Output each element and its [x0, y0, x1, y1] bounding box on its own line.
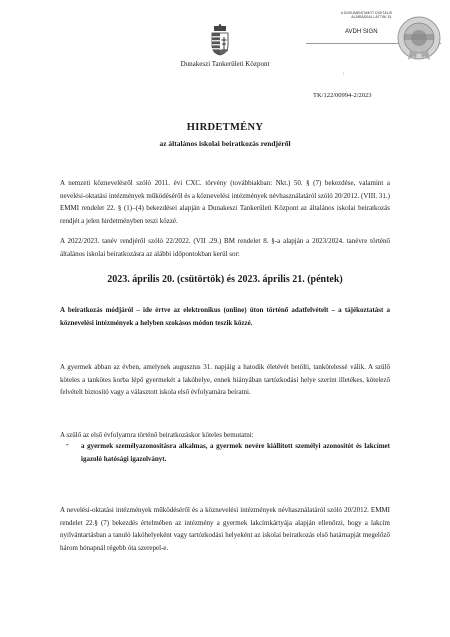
- stamp-mark: :: [343, 72, 345, 77]
- list-bullet: -: [66, 440, 69, 449]
- enrollment-dates: 2023. április 20. (csütörtök) és 2023. április 21. (péntek): [107, 274, 343, 285]
- digital-seal-icon: [396, 15, 442, 61]
- signature-notice-line2: ALÁÍRÁSSAL LÁTTÁK EL: [351, 15, 392, 19]
- organization-name: Dunakeszi Tankerületi Központ: [180, 60, 270, 68]
- signature-notice: [340, 11, 392, 19]
- paragraph-schedule-intro: A 2022/2023. tanév rendjéről szóló 22/2022. (VII .29.) BM rendelet 8. §-a alapján a 2023/2024. tanévre történő általános iskolai beiratkozásra az alábbi időpontokban kerül sor:: [60, 237, 390, 258]
- document-subtitle: az általános iskolai beiratkozás rendjéről: [159, 139, 291, 148]
- paragraph-enrollment-method: A beiratkozás módjáról – ide értve az elektronikus (online) úton történő adatfelvételt – a tájékoztatást a köznevelési intézmények a helyben szokásos módon teszik közzé.: [60, 306, 390, 327]
- signature-notice-line1: A DOKUMENTUMOT DIGITÁLIS: [340, 11, 392, 15]
- paragraph-address-check: A nevelési-oktatási intézmények működéséről és a köznevelési intézmények névhasználatáról szóló 20/2012. EMMI rendelet 22.§ (7) bekezdés értelmében az intézmény a gyermek lakcímkártyája alapján ellenőrzi, hogy a lakcím nyilvántartásban a tanuló lakóhelyeként vagy tartózkodási helyeként az iskolai beiratkozás első határnapját megelőző három hónapnál régebb óta szerepel-e.: [60, 506, 390, 552]
- paragraph-legal-basis: A nemzeti köznevelésről szóló 2011. évi CXC. törvény (továbbiakban: Nkt.) 50. § (7) bekezdése, valamint a nevelési-oktatási intézmények működéséről és a köznevelési intézmények névhasználatáról szóló 20/2012. (VIII. 31.) EMMI rendelet 22. § (1)–(4) bekezdései alapján a Dunakeszi Tankerületi Központ az általános iskolai beiratkozás rendjét a jelen hirdetményben teszi közzé.: [60, 179, 390, 225]
- coat-of-arms-icon: [209, 24, 231, 56]
- paragraph-required-documents: A szülő az első évfolyamra történő beiratkozáskor köteles bemutatni:: [60, 431, 254, 439]
- reference-number: TK/122/00994-2/2023: [313, 92, 372, 99]
- document-title: HIRDETMÉNY: [186, 122, 264, 133]
- list-item: a gyermek személyazonosításra alkalmas, a gyermek nevére kiállított személyi azonosítót és lakcímet igazoló hatósági igazolványt.: [81, 442, 390, 463]
- paragraph-school-age: A gyermek abban az évben, amelynek augusztus 31. napjáig a hatodik életévét betölti, tankötelessé válik. A szülő köteles a tankötes korba lépő gyermekét a lakóhelye, ennek hiányában tartózkodási helye szerint illetékes, kötelező felvételt biztosító vagy a választott iskola első évfolyamára beíratni.: [60, 363, 390, 397]
- signature-label: AVDH SIGN: [345, 29, 378, 35]
